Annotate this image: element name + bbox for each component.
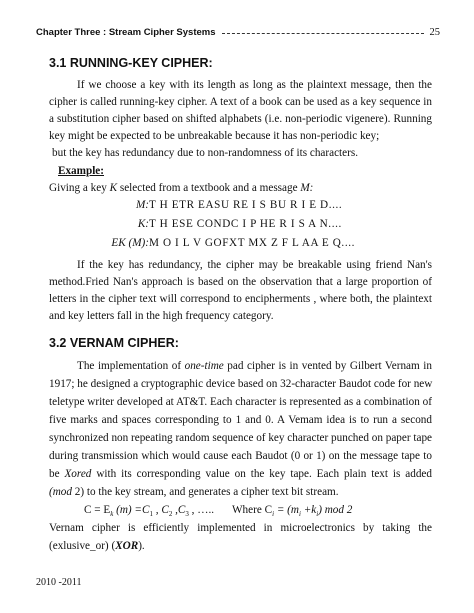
formula-sub: 3: [185, 510, 189, 519]
paragraph-line: but the key has redundancy due to non-randomness of its characters.: [52, 147, 359, 159]
example-message-symbol: M:: [300, 182, 314, 194]
example-key-symbol: K: [109, 182, 118, 194]
row-value: T H ETR EASU RE I S BU R I E D....: [149, 199, 343, 211]
example-row-ciphertext: [49, 237, 432, 251]
formula-text: ,C: [172, 504, 186, 516]
paragraph-line: [49, 485, 432, 499]
formula-sub: k: [110, 510, 114, 519]
text-run: ).: [138, 540, 145, 552]
paragraph-line: [77, 359, 432, 373]
formula-text: +k: [300, 504, 317, 516]
text-run: be: [49, 468, 65, 480]
paragraph-line: letters in the cipher text will correspond to encipherments , where both, the plaintext: [49, 293, 432, 305]
paragraph-line: [49, 467, 432, 481]
formula-right: [232, 503, 352, 521]
paragraph-line: [49, 539, 432, 553]
formula-text: = (m: [274, 504, 299, 516]
paragraph-line: five marks and spaces corresponding to 1 and 0. A Vemam idea is to run a second: [49, 414, 432, 426]
formula-text: , C: [152, 504, 169, 516]
italic-term: Xored: [64, 468, 92, 480]
paragraph-line: a substitution cipher based on shifted alphabets (i.e. non-periodic vigenere). Running: [49, 113, 432, 125]
text-run: pad cipher is in vented by Gilbert Vernam in: [223, 360, 432, 372]
example-label: [58, 164, 441, 178]
page-footer-year: 2010 -2011: [36, 577, 82, 588]
paragraph-line: Vernam cipher is efficiently implemented in microelectronics by taking the: [49, 522, 432, 534]
row-value: T H ESE CONDC I P HE R I S A N....: [149, 218, 342, 230]
chapter-title: Chapter Three : Stream Cipher Systems: [36, 26, 216, 38]
page-header: [36, 24, 440, 40]
example-row-key: [49, 218, 432, 232]
example-intro: [49, 181, 432, 195]
formula-text: ) mod 2: [318, 504, 353, 516]
formula-sub: 2: [168, 510, 173, 519]
page-number: 25: [429, 26, 440, 38]
formula-sub: i: [298, 510, 301, 519]
formula-left: [84, 504, 215, 519]
paragraph-line: synchronized non repeating random sequence of key character punched on paper tape: [49, 432, 433, 444]
formula-text: C = E: [84, 504, 111, 516]
paragraph-line: method.Fried Nan's approach is based on the observation that a large proportion of: [49, 276, 432, 288]
text-run: with its corresponding value on the key tape. Each plain text is added: [91, 468, 432, 480]
example-row-message: [49, 199, 432, 213]
text-run: (exlusive_or) (: [49, 540, 116, 552]
row-label: K:: [137, 218, 149, 230]
paragraph-line: If we choose a key with its length as long as the plaintext message, then the: [77, 79, 432, 91]
paragraph-line: If the key has redundancy, the cipher may be breakable using friend Nan's: [77, 259, 432, 271]
italic-term: (mod: [49, 486, 72, 498]
paragraph-line: 1917; he designed a cryptographic device based on 32-character Baudot code for new: [49, 378, 433, 390]
text-run: 2) to the key stream, and generates a cipher text bit stream.: [72, 486, 339, 498]
row-label: M:: [135, 199, 149, 211]
paragraph-line: and key letters fall in the high frequency category.: [49, 310, 274, 322]
section-heading-vernam: 3.2 VERNAM CIPHER:: [49, 336, 179, 350]
formula-sub: 1: [149, 510, 153, 519]
paragraph-line: cipher is called running-key cipher. A text of a book can be used as a key sequence in: [49, 96, 432, 108]
paragraph-line: key might be expected to be unbreakable because it has non-periodic key;: [49, 130, 380, 142]
row-label: EK (M):: [111, 237, 149, 249]
formula-sub: i: [316, 510, 319, 519]
formula-text: (m) =C: [113, 504, 150, 516]
section-heading-running-key: 3.1 RUNNING-KEY CIPHER:: [49, 56, 213, 70]
paragraph-line: during transmission which would cause each Baudot (0 or 1) on the message tape to: [49, 450, 432, 462]
example-heading: Example:: [58, 165, 104, 177]
text-run: The implementation of: [77, 360, 185, 372]
example-intro-text: Giving a key: [49, 182, 110, 194]
example-intro-text: selected from a textbook and a message: [117, 182, 301, 194]
vernam-formula: [84, 503, 414, 517]
formula-text: , …..: [188, 504, 215, 516]
formula-text: Where C: [232, 504, 273, 516]
header-dashed-rule: [222, 33, 424, 34]
bold-term: XOR: [115, 540, 139, 552]
formula-sub: i: [272, 510, 275, 519]
paragraph-line: teletype writer developed at AT&T. Each character is represented as a combination of: [49, 396, 432, 408]
row-value: M O I L V GOFXT MX Z F L AA E Q....: [149, 237, 356, 249]
italic-term: one-time: [184, 360, 224, 372]
